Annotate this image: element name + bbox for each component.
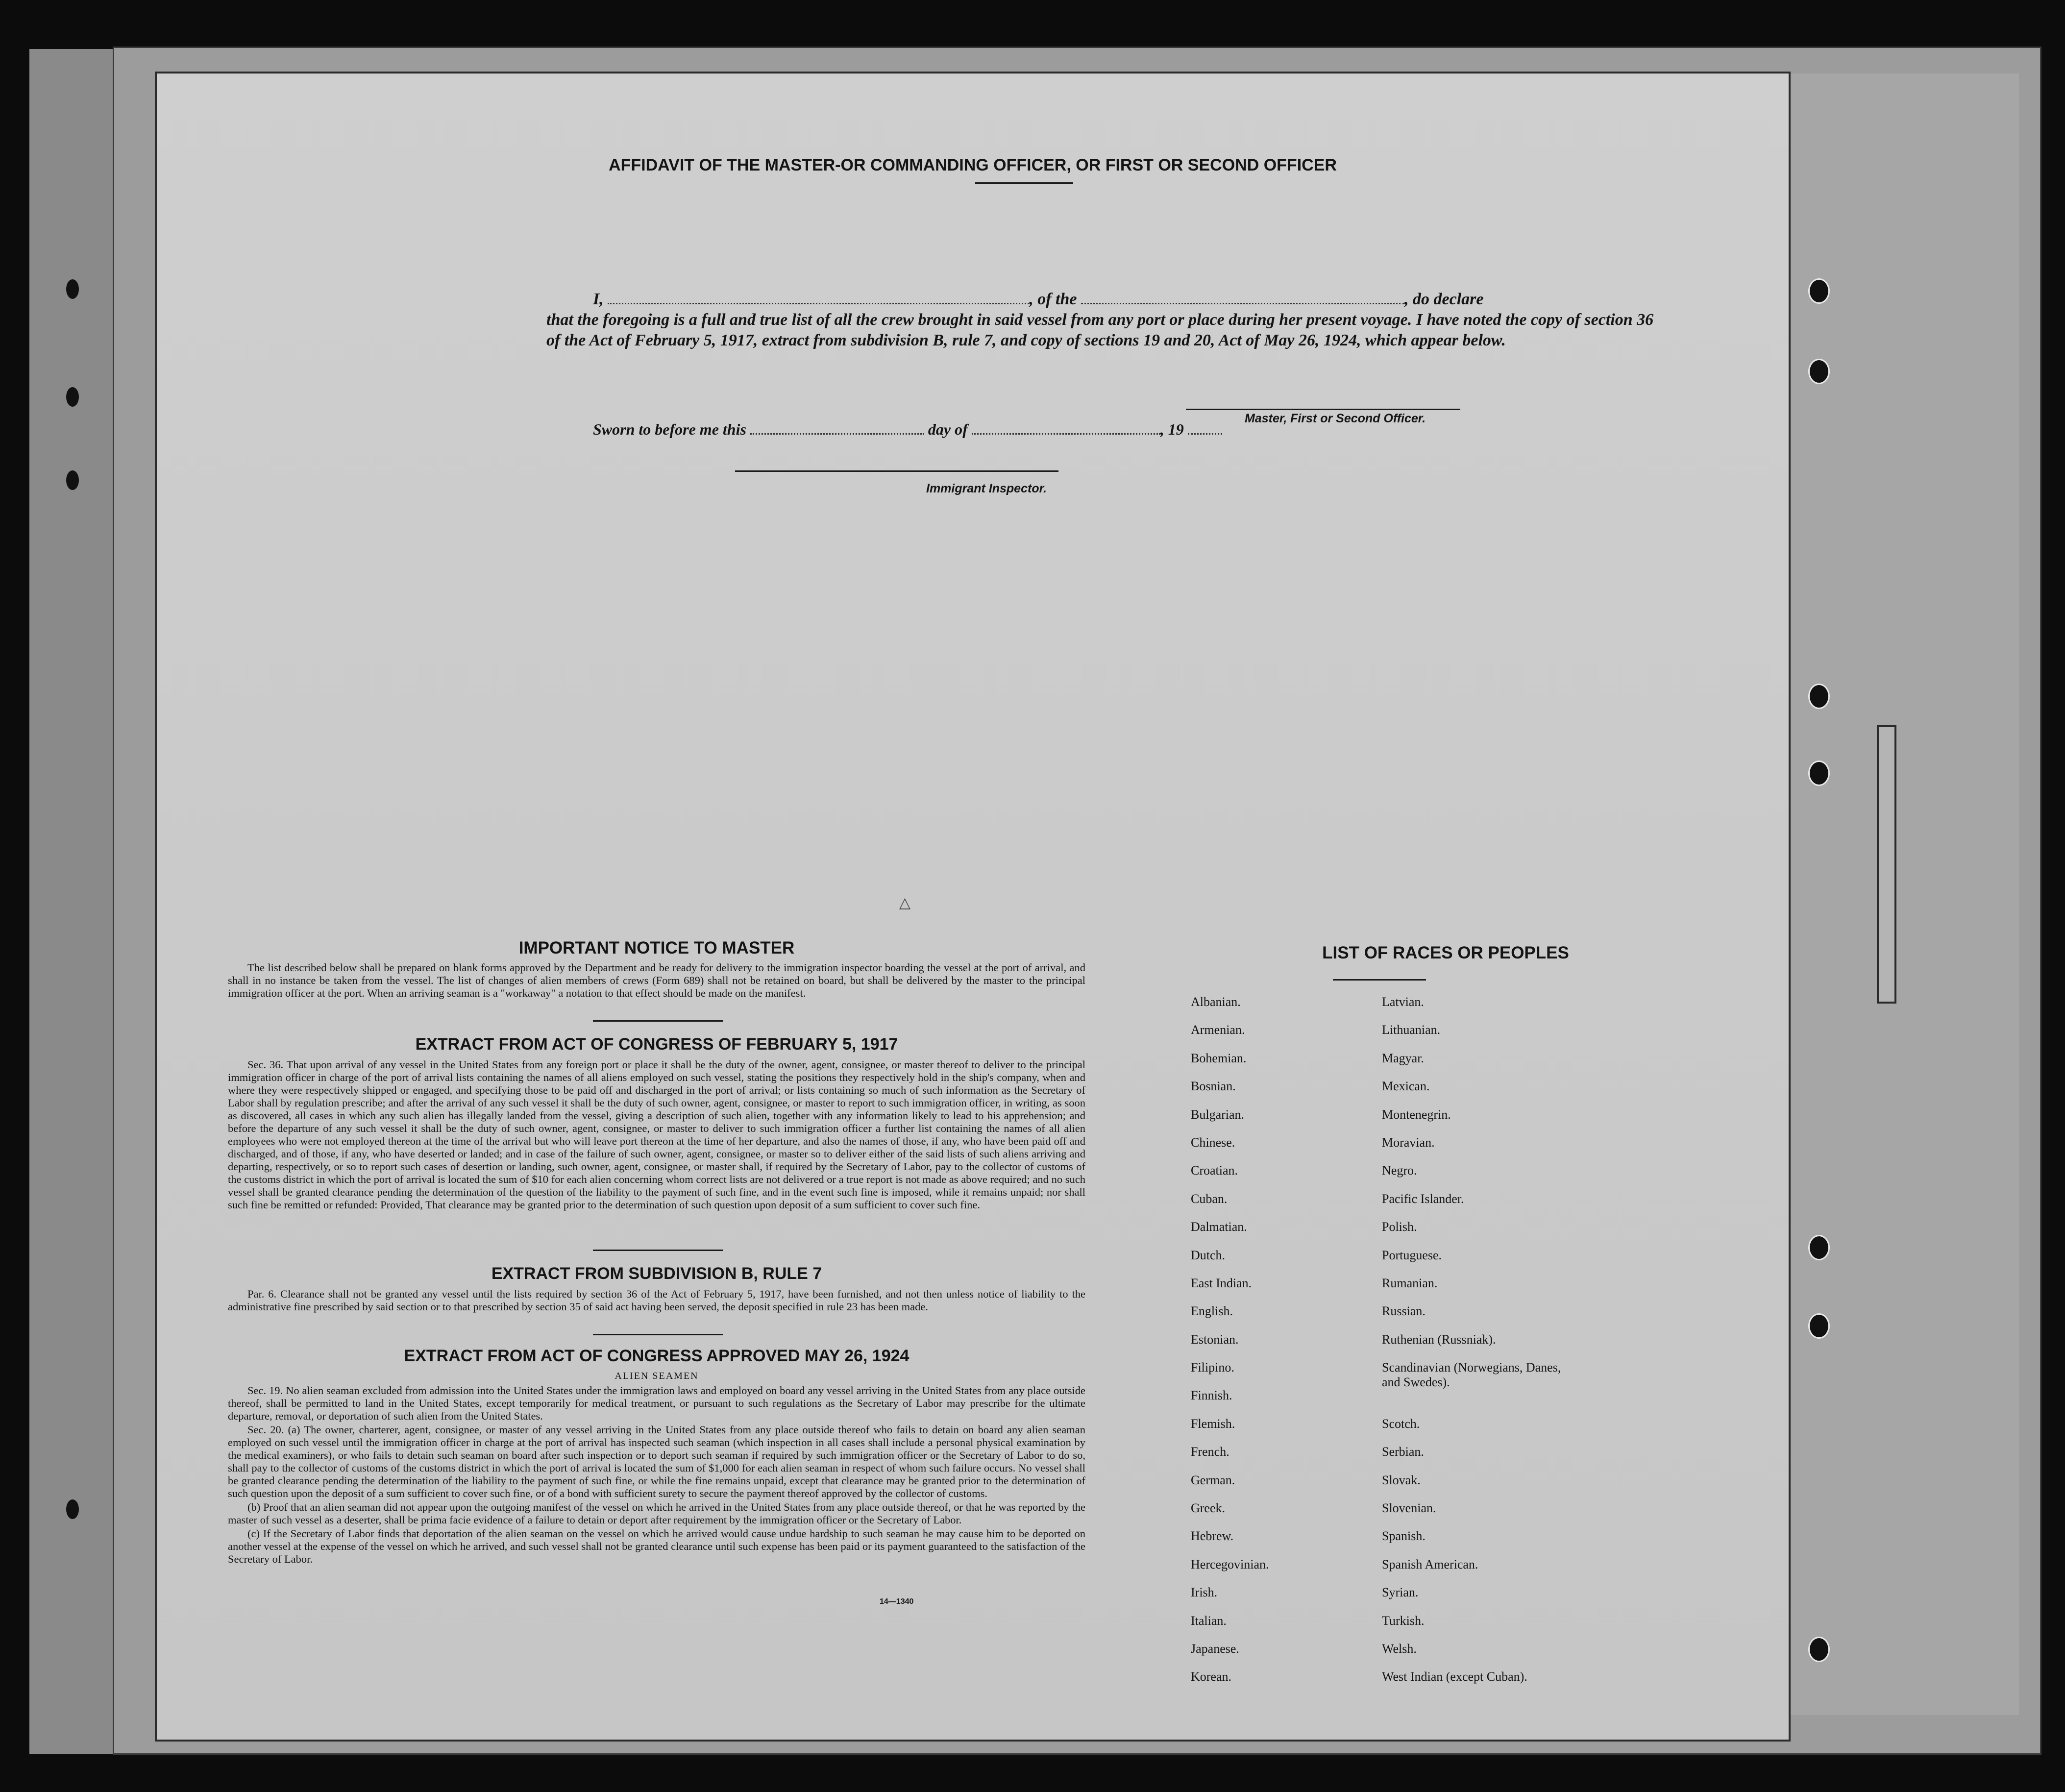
- race-item: West Indian (except Cuban).: [1382, 1669, 1527, 1684]
- race-item: Scotch.: [1382, 1416, 1420, 1431]
- sworn-month-blank: [972, 422, 1160, 435]
- race-item: Slovak.: [1382, 1473, 1421, 1487]
- notice-body: [228, 961, 1085, 1001]
- affidavit-declaration: [546, 289, 1659, 351]
- binder-hole: [66, 387, 79, 407]
- sworn-prefix: Sworn to before me this: [593, 420, 746, 438]
- race-item: Bulgarian.: [1191, 1107, 1245, 1122]
- affidavit-page: [157, 74, 1789, 1740]
- race-item: Irish.: [1191, 1585, 1218, 1600]
- race-item: Armenian.: [1191, 1023, 1245, 1037]
- notice-paragraph: The list described below shall be prepared on blank forms approved by the Department and be ready for delivery to the immigration inspector boarding the vessel at the port of arrival, and shall in no instance be taken from the vessel. The list of changes of alien members of crews (Form 689) shall not be retained on board, but shall be delivered by the master to the principal immigration officer at the port. When an arriving seaman is a "workaway" a notation to that effect should be made on the manifest.: [228, 961, 1085, 999]
- section-36-paragraph: Sec. 36. That upon arrival of any vessel in the United States from any foreign port or place it shall be the duty of the owner, agent, consignee, or master thereof to deliver to the principal immigration officer in charge of the port of arrival lists containing the names of all aliens employed on such vessel, stating the positions they respectively hold in the ship's company, when and where they were respectively shipped or engaged, and specifying those to be paid off and discharged in the port of arrival; or lists containing so much of such information as the Secretary of Labor shall by regulation prescribe; and after the arrival of any such vessel it shall be the duty of such owner, agent, consignee, or master to report to such immigration officer, in writing, as soon as discovered, all cases in which any such alien has illegally landed from the vessel, giving a description of such alien, together with any information likely to lead to his apprehension; and before the departure of any such vessel it shall be the duty of such owner, agent, consignee, or master to deliver to such immigration officer a further list containing the names of all alien employees who were not employed thereon at the time of the arrival but who will leave port thereon at the time of her departure, and also the names of those, if any, who have been paid off and discharged, and of those, if any, who have deserted or landed; and in case of the failure of such owner, agent, consignee, or master so to deliver either of the said lists of such aliens arriving and departing, respectively, or so to report such cases of desertion or landing, such owner, agent, consignee, or master shall, if required by the Secretary of Labor, pay to the collector of customs of the customs district in which the port of arrival is located the sum of $10 for each alien concerning whom correct lists are not delivered or a true report is not made as above required; and no such vessel shall be granted clearance pending the determination of the question of the liability to the payment of such fine, and in the event such fine is imposed, while it remains unpaid; nor shall such fine be remitted or refunded: Provided, That clearance may be granted prior to the determination of such question upon deposit of a sum sufficient to cover such fine.: [228, 1058, 1085, 1211]
- binder-hole: [66, 1499, 79, 1519]
- race-item: Filipino.: [1191, 1360, 1234, 1375]
- binder-hole: [66, 470, 79, 490]
- master-signature-line: [1186, 409, 1460, 410]
- section-20a-paragraph: Sec. 20. (a) The owner, charterer, agent, consignee, or master of any vessel arriving in the United States from any place outside thereof who fails to detain on board any alien seaman employed on such vessel until the immigration officer in charge at the port of arrival has inspected such seaman (which inspection in all cases shall include a personal physical examination by the medical examiners), or who fails to detain such seaman on board after such inspection or to deport such seaman if required by such immigration officer or the Secretary of Labor to do so, shall pay to the collector of customs of the customs district in which the port of arrival is located the sum of $1,000 for each alien seaman in respect of whom such failure occurs. No vessel shall be granted clearance pending the determination of the liability to the payment of such fine, or while the fine remains unpaid, except that clearance may be granted prior to the determination of such question upon the deposit of a sum sufficient to cover such fine, or of a bond with sufficient surety to secure the payment thereof approved by the collector of customs.: [228, 1424, 1085, 1499]
- extract-1917-body: [228, 1058, 1085, 1212]
- race-item: Japanese.: [1191, 1641, 1239, 1656]
- underlying-column-box: [1877, 725, 1896, 1004]
- race-item: Negro.: [1382, 1163, 1417, 1178]
- section-rule: [593, 1250, 723, 1251]
- race-item: Greek.: [1191, 1501, 1226, 1516]
- race-item: Scandinavian (Norwegians, Danes, and Swedes).: [1382, 1360, 1561, 1390]
- name-blank: [608, 292, 1029, 304]
- race-item: Bohemian.: [1191, 1051, 1247, 1065]
- punch-hole: [1808, 1313, 1830, 1339]
- master-signature-label: Master, First or Second Officer.: [1245, 412, 1426, 425]
- race-item: Estonian.: [1191, 1332, 1239, 1347]
- race-item: Lithuanian.: [1382, 1023, 1441, 1037]
- rule-7-paragraph: Par. 6. Clearance shall not be granted any vessel until the lists required by section 36 of the Act of February 5, 1917, have been furnished, and not then unless notice of liability to the administrative fine prescribed by said section or to that prescribed by section 35 of said act having been served, the deposit specified in rule 23 has been made.: [228, 1288, 1085, 1313]
- race-item: Polish.: [1382, 1220, 1417, 1234]
- race-item: German.: [1191, 1473, 1235, 1487]
- race-item: Hebrew.: [1191, 1529, 1234, 1544]
- punch-hole: [1808, 359, 1830, 384]
- notice-title: IMPORTANT NOTICE TO MASTER: [518, 938, 795, 957]
- sworn-line: [593, 420, 1222, 439]
- races-column-left: [1191, 995, 1269, 1698]
- rule-7-body: [228, 1288, 1085, 1314]
- race-item: English.: [1191, 1304, 1233, 1319]
- race-item: Montenegrin.: [1382, 1107, 1451, 1122]
- extract-1924-body: [228, 1384, 1085, 1567]
- binder-hole: [66, 279, 79, 299]
- sworn-day-label: day of: [928, 420, 968, 438]
- race-item: Spanish.: [1382, 1529, 1426, 1544]
- punch-hole: [1808, 1235, 1830, 1260]
- race-item: Portuguese.: [1382, 1248, 1442, 1262]
- races-title-rule: [1333, 979, 1426, 981]
- form-number: 14—1340: [880, 1597, 914, 1606]
- punch-hole: [1808, 761, 1830, 786]
- race-item: Serbian.: [1382, 1445, 1424, 1459]
- vessel-blank: [1081, 292, 1404, 304]
- race-item: Korean.: [1191, 1669, 1232, 1684]
- race-item: Hercegovinian.: [1191, 1557, 1269, 1571]
- sworn-day-blank: [750, 422, 924, 435]
- race-item: Finnish.: [1191, 1388, 1232, 1403]
- race-item: Welsh.: [1382, 1642, 1417, 1656]
- sworn-year-blank: [1188, 422, 1222, 435]
- section-19-paragraph: Sec. 19. No alien seaman excluded from admission into the United States under the immigration laws and employed on board any vessel arriving in the United States from any place outside thereof, shall be permitted to land in the United States, except temporarily for medical treatment, or pursuant to such regulations as the Secretary of Labor may prescribe for the ultimate departure, removal, or deportation of such alien from the United States.: [228, 1384, 1085, 1422]
- punch-hole: [1808, 1637, 1830, 1662]
- race-item: Pacific Islander.: [1382, 1191, 1464, 1206]
- race-item: Moravian.: [1382, 1135, 1435, 1150]
- race-item: French.: [1191, 1445, 1229, 1459]
- title-rule: [975, 182, 1073, 184]
- affidavit-do-declare-label: , do declare: [1404, 290, 1484, 308]
- race-item: Bosnian.: [1191, 1079, 1236, 1094]
- section-20c-paragraph: (c) If the Secretary of Labor finds that deportation of the alien seaman on the vessel on which he arrived would cause undue hardship to such seaman he may cause him to be deported on another vessel at the expense of the vessel on which he arrived, and such vessel shall not be granted clearance until such expense has been paid or its payment guaranteed to the satisfaction of the Secretary of Labor.: [228, 1527, 1085, 1565]
- race-item: Syrian.: [1382, 1585, 1419, 1600]
- affidavit-title: AFFIDAVIT OF THE MASTER-OR COMMANDING OFFICER, OR FIRST OR SECOND OFFICER: [609, 156, 1337, 174]
- race-item: Ruthenian (Russniak).: [1382, 1332, 1496, 1347]
- affidavit-of-the-label: , of the: [1029, 290, 1077, 308]
- race-item: Flemish.: [1191, 1416, 1235, 1431]
- race-item: Rumanian.: [1382, 1276, 1438, 1290]
- race-item: Spanish American.: [1382, 1557, 1478, 1571]
- extract-1917-title: EXTRACT FROM ACT OF CONGRESS OF FEBRUARY 5, 1917: [415, 1035, 898, 1054]
- extract-1924-title: EXTRACT FROM ACT OF CONGRESS APPROVED MAY 26, 1924: [404, 1347, 910, 1365]
- affidavit-i-label: I,: [593, 290, 604, 308]
- race-item: Magyar.: [1382, 1051, 1424, 1065]
- punch-hole: [1808, 684, 1830, 709]
- race-item: Albanian.: [1191, 995, 1241, 1009]
- stray-mark: △: [899, 895, 911, 911]
- underlying-page-edge-left: [29, 49, 117, 1754]
- race-item: Croatian.: [1191, 1163, 1238, 1178]
- race-item: Russian.: [1382, 1304, 1426, 1319]
- rule-7-title: EXTRACT FROM SUBDIVISION B, RULE 7: [491, 1264, 822, 1283]
- affidavit-body: that the foregoing is a full and true list of all the crew brought in said vessel from any port or place during her present voyage. I have noted the copy of section 36 of the Act of February 5, 1917, extract from subdivision B, rule 7, and copy of sections 19 and 20, Act of May 26, 1924, which appear below.: [546, 311, 1654, 349]
- race-item: Latvian.: [1382, 995, 1424, 1009]
- race-item: Dutch.: [1191, 1248, 1226, 1262]
- race-item: Mexican.: [1382, 1079, 1430, 1094]
- section-rule: [593, 1334, 723, 1335]
- sworn-year-label: , 19: [1160, 420, 1184, 438]
- race-item: Slovenian.: [1382, 1501, 1436, 1516]
- section-20b-paragraph: (b) Proof that an alien seaman did not appear upon the outgoing manifest of the vessel on which he arrived in the United States from any place outside thereof, or that he was reported by the master of such vessel as a deserter, shall be prima facie evidence of a failure to detain or deport after requirement by the immigration officer or the Secretary of Labor.: [228, 1501, 1085, 1526]
- race-item: Italian.: [1191, 1613, 1227, 1628]
- alien-seamen-subtitle: ALIEN SEAMEN: [615, 1371, 699, 1381]
- races-column-right: [1382, 995, 1578, 1698]
- punch-hole: [1808, 278, 1830, 304]
- races-title: LIST OF RACES OR PEOPLES: [1322, 943, 1569, 962]
- inspector-signature-line: [735, 470, 1058, 472]
- section-rule: [593, 1020, 723, 1022]
- race-item: East Indian.: [1191, 1276, 1252, 1290]
- race-item: Turkish.: [1382, 1613, 1425, 1628]
- race-item: Dalmatian.: [1191, 1220, 1247, 1234]
- race-item: Cuban.: [1191, 1191, 1228, 1206]
- inspector-label: Immigrant Inspector.: [926, 482, 1047, 495]
- race-item: Chinese.: [1191, 1135, 1235, 1150]
